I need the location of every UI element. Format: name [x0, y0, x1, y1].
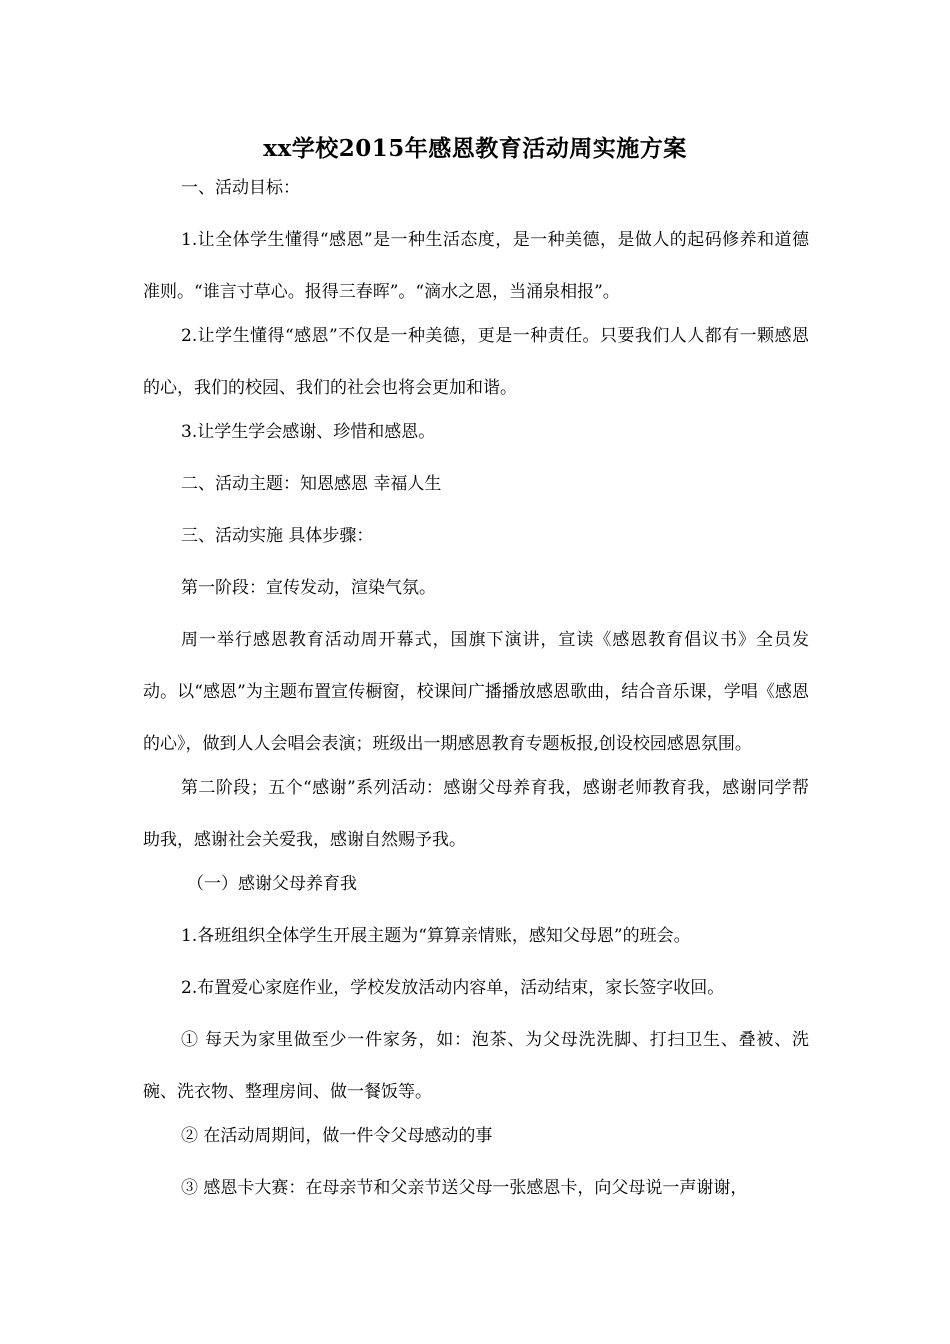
paragraph-goal-2: 2.让学生懂得“感恩”不仅是一种美德，更是一种责任。只要我们人人都有一颗感恩的心，我们的校园、我们的社会也将会更加和谐。 — [143, 326, 809, 398]
document-body — [143, 170, 809, 1222]
list-item-homework: 2.布置爱心家庭作业，学校发放活动内容单，活动结束，家长签字收回。 — [181, 978, 725, 998]
document-title: xx学校2015年感恩教育活动周实施方案 — [263, 135, 687, 162]
list-item-class-meeting: 1.各班组织全体学生开展主题为“算算亲情账，感知父母恩”的班会。 — [181, 926, 691, 946]
paragraph-goal-1: 1.让全体学生懂得“感恩”是一种生活态度，是一种美德，是做人的起码修养和道德准则。“谁言寸草心。报得三春晖”。“滴水之恩，当涌泉相报”。 — [143, 230, 809, 302]
section-heading-theme: 二、活动主题：知恩感恩 幸福人生 — [181, 474, 442, 494]
stage-1-heading: 第一阶段：宣传发动，渲染气氛。 — [181, 578, 436, 598]
list-item-thanks-card: ③ 感恩卡大赛：在母亲节和父亲节送父母一张感恩卡，向父母说一声谢谢， — [181, 1178, 748, 1198]
subheading-thank-parents: （一）感谢父母养育我 — [187, 874, 357, 894]
paragraph-goal-3: 3.让学生学会感谢、珍惜和感恩。 — [181, 422, 436, 442]
paragraph-stage-2: 第二阶段；五个“感谢”系列活动：感谢父母养育我，感谢老师教育我，感谢同学帮助我，感谢社会关爱我，感谢自然赐予我。 — [143, 778, 809, 850]
paragraph-stage-1: 周一举行感恩教育活动周开幕式，国旗下演讲，宣读《感恩教育倡议书》全员发动。以“感恩”为主题布置宣传橱窗，校课间广播播放感恩歌曲，结合音乐课，学唱《感恩的心》，做到人人会唱会表演；班级出一期感恩教育专题板报,创设校园感恩氛围。 — [143, 630, 809, 754]
section-heading-goals: 一、活动目标： — [181, 178, 300, 198]
list-item-chores: ① 每天为家里做至少一件家务，如：泡茶、为父母洗洗脚、打扫卫生、叠被、洗碗、洗衣物、整理房间、做一餐饭等。 — [143, 1030, 809, 1102]
list-item-touching-deed: ② 在活动周期间，做一件令父母感动的事 — [181, 1126, 493, 1146]
section-heading-implementation: 三、活动实施 具体步骤： — [181, 526, 374, 546]
